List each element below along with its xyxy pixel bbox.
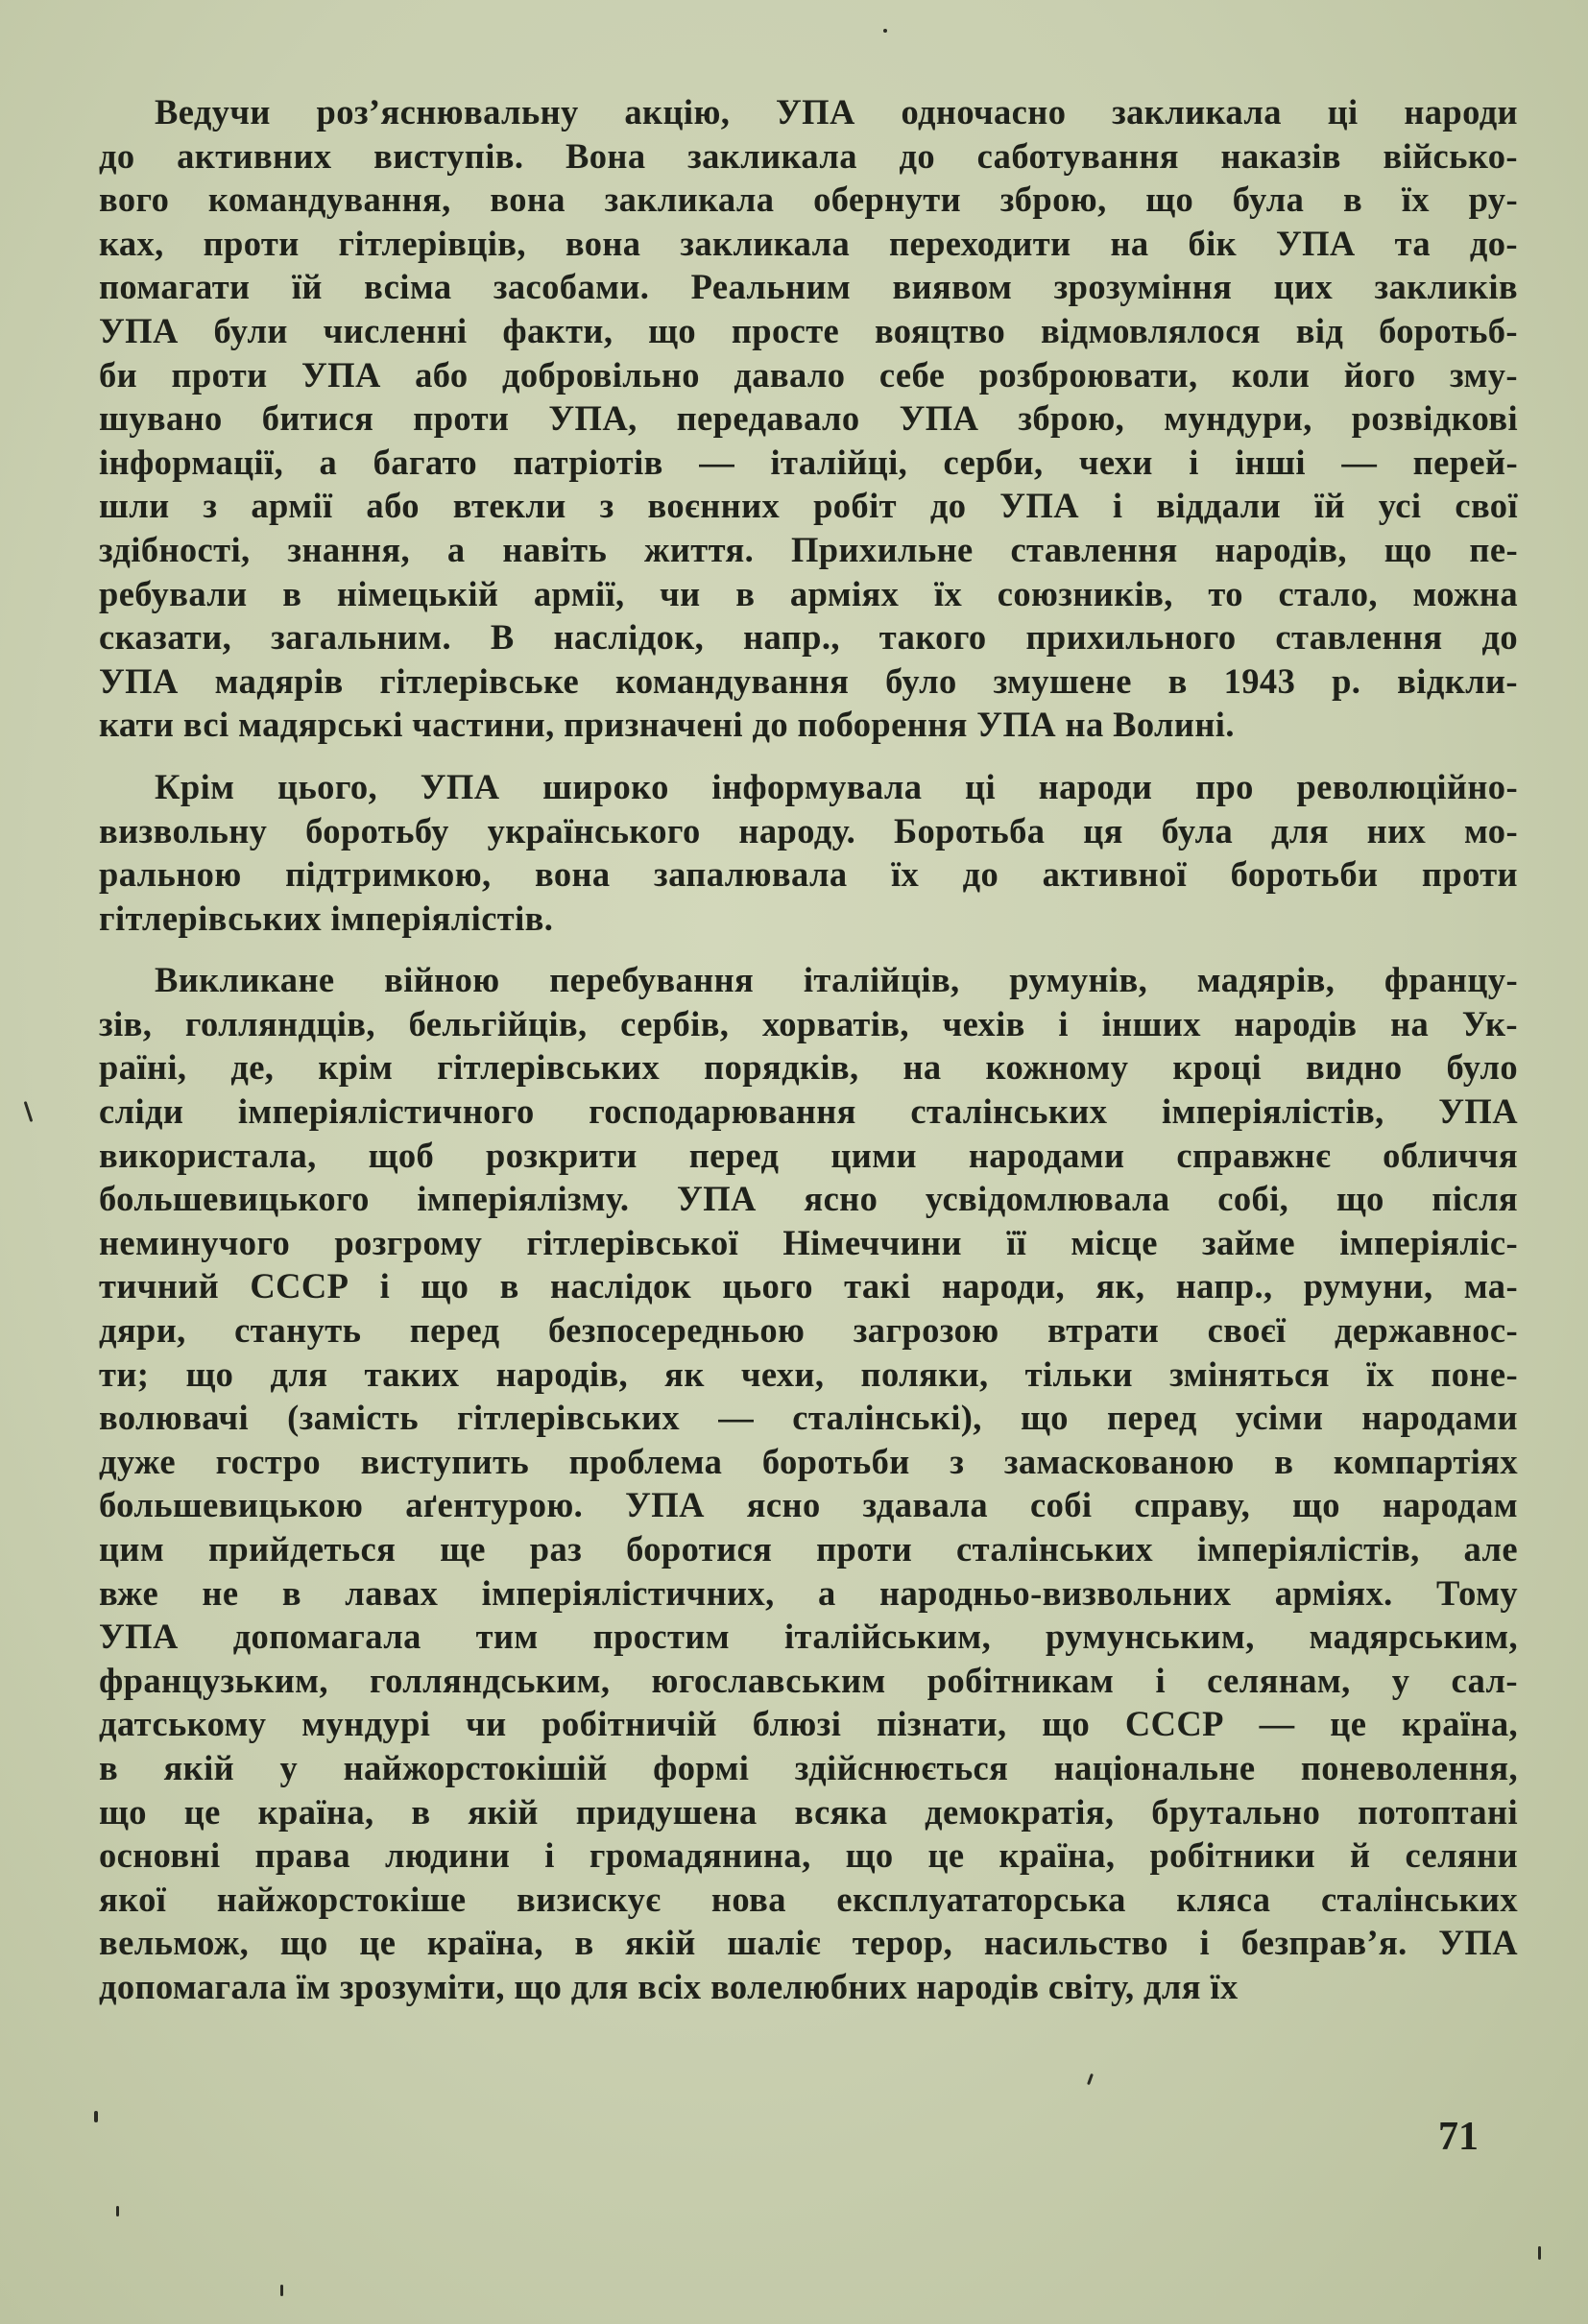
text-line: ти; що для таких народів, як чехи, поляки, тільки зміняться їх поне- bbox=[99, 1354, 1518, 1394]
scan-speck bbox=[1087, 2073, 1094, 2085]
text-line: Крім цього, УПА широко інформувала ці народи про революційно- bbox=[155, 766, 1518, 806]
text-line: в якій у найжорстокішій формі здійснюється національне поневолення, bbox=[99, 1747, 1518, 1787]
text-line: якої найжорстокіше визискує нова експлуататорська кляса сталінських bbox=[99, 1879, 1518, 1919]
scan-speck bbox=[883, 29, 887, 33]
scan-speck bbox=[1538, 2246, 1541, 2260]
text-line: ребували в німецькій армії, чи в арміях їх союзників, то стало, можна bbox=[99, 573, 1518, 613]
text-line: вельмож, що це країна, в якій шаліє терор, насильство і безправ’я. УПА bbox=[99, 1923, 1518, 1963]
text-line: цим прийдеться ще раз боротися проти сталінських імперіялістів, але bbox=[99, 1529, 1518, 1569]
text-line: раїні, де, крім гітлерівських порядків, на кожному кроці видно було bbox=[99, 1047, 1518, 1088]
text-line: би проти УПА або добровільно давало себе розброювати, коли його зму- bbox=[99, 354, 1518, 395]
scan-speck bbox=[94, 2111, 98, 2122]
paragraph bbox=[99, 958, 1518, 2008]
text-line: здібності, знання, а навіть життя. Прихильне ставлення народів, що пе- bbox=[99, 529, 1518, 569]
text-line: волювачі (замість гітлерівських — сталінські), що перед усіми народами bbox=[99, 1398, 1518, 1438]
page-number: 71 bbox=[1438, 2115, 1479, 2159]
text-line: основні права людини і громадянина, що це країна, робітники й селяни bbox=[99, 1835, 1518, 1876]
text-line: неминучого розгрому гітлерівської Німеччини її місце займе імперіяліс- bbox=[99, 1222, 1518, 1262]
scan-speck bbox=[280, 2285, 283, 2296]
text-line: ках, проти гітлерівців, вона закликала переходити на бік УПА та до- bbox=[99, 223, 1518, 263]
text-line: шли з армії або втекли з воєнних робіт до УПА і віддали їй усі свої bbox=[99, 486, 1518, 526]
text-line: дяри, стануть перед безпосередньою загрозою втрати своєї державнос- bbox=[99, 1310, 1518, 1351]
text-line: що це країна, в якій придушена всяка демократія, брутально потоптані bbox=[99, 1791, 1518, 1832]
text-line: УПА допомагала тим простим італійським, румунським, мадярським, bbox=[99, 1617, 1518, 1657]
text-line: сказати, загальним. В наслідок, напр., такого прихильного ставлення до bbox=[99, 617, 1518, 658]
text-line: зів, голляндців, бельгійців, сербів, хорватів, чехів і інших народів на Ук- bbox=[99, 1003, 1518, 1043]
page-body-text bbox=[99, 90, 1518, 2009]
text-line: вого командування, вона закликала обернути зброю, що була в їх ру- bbox=[99, 180, 1518, 220]
text-line: помагати їй всіма засобами. Реальним виявом зрозуміння цих закликів bbox=[99, 267, 1518, 307]
text-line: большевицькою аґентурою. УПА ясно здавала собі справу, що народам bbox=[99, 1485, 1518, 1525]
text-line: УПА були численні факти, що просте вояцтво відмовлялося від боротьб- bbox=[99, 310, 1518, 350]
text-line: Викликане війною перебування італійців, румунів, мадярів, францу- bbox=[155, 960, 1518, 1000]
text-line: інформації, а багато патріотів — італійці, серби, чехи і інші — перей- bbox=[99, 442, 1518, 482]
text-line: большевицького імперіялізму. УПА ясно усвідомлювала собі, що після bbox=[99, 1179, 1518, 1219]
text-line: визвольну боротьбу українського народу. Боротьба ця була для них мо- bbox=[99, 810, 1518, 851]
paragraph bbox=[99, 765, 1518, 940]
text-line: сліди імперіялістичного господарювання сталінських імперіялістів, УПА bbox=[99, 1091, 1518, 1132]
text-line: до активних виступів. Вона закликала до саботування наказів військо- bbox=[99, 135, 1518, 176]
scan-speck bbox=[116, 2206, 119, 2216]
text-line: Ведучи роз’яснювальну акцію, УПА одночасно закликала ці народи bbox=[155, 92, 1518, 132]
text-line: датському мундурі чи робітничій блюзі пізнати, що СССР — це країна, bbox=[99, 1704, 1518, 1744]
text-line: шувано битися проти УПА, передавало УПА зброю, мундури, розвідкові bbox=[99, 398, 1518, 439]
text-line: французьким, голляндським, югославським робітникам і селянам, у сал- bbox=[99, 1660, 1518, 1700]
text-line: допомагала їм зрозуміти, що для всіх волелюбних народів світу, для їх bbox=[99, 1966, 1239, 2006]
scan-speck bbox=[24, 1101, 34, 1122]
text-line: ральною підтримкою, вона запалювала їх до активної боротьби проти bbox=[99, 854, 1518, 895]
paragraph bbox=[99, 90, 1518, 747]
text-line: гітлерівських імперіялістів. bbox=[99, 898, 554, 938]
text-line: УПА мадярів гітлерівське командування було змушене в 1943 р. відкли- bbox=[99, 660, 1518, 701]
text-line: тичний СССР і що в наслідок цього такі народи, як, напр., румуни, ма- bbox=[99, 1266, 1518, 1306]
text-line: використала, щоб розкрити перед цими народами справжнє обличчя bbox=[99, 1135, 1518, 1175]
text-line: дуже гостро виступить проблема боротьби з замаскованою в компартіях bbox=[99, 1441, 1518, 1481]
text-line: кати всі мадярські частини, призначені до поборення УПА на Волині. bbox=[99, 705, 1235, 745]
text-line: вже не в лавах імперіялістичних, а народньо-визвольних арміях. Тому bbox=[99, 1572, 1518, 1613]
